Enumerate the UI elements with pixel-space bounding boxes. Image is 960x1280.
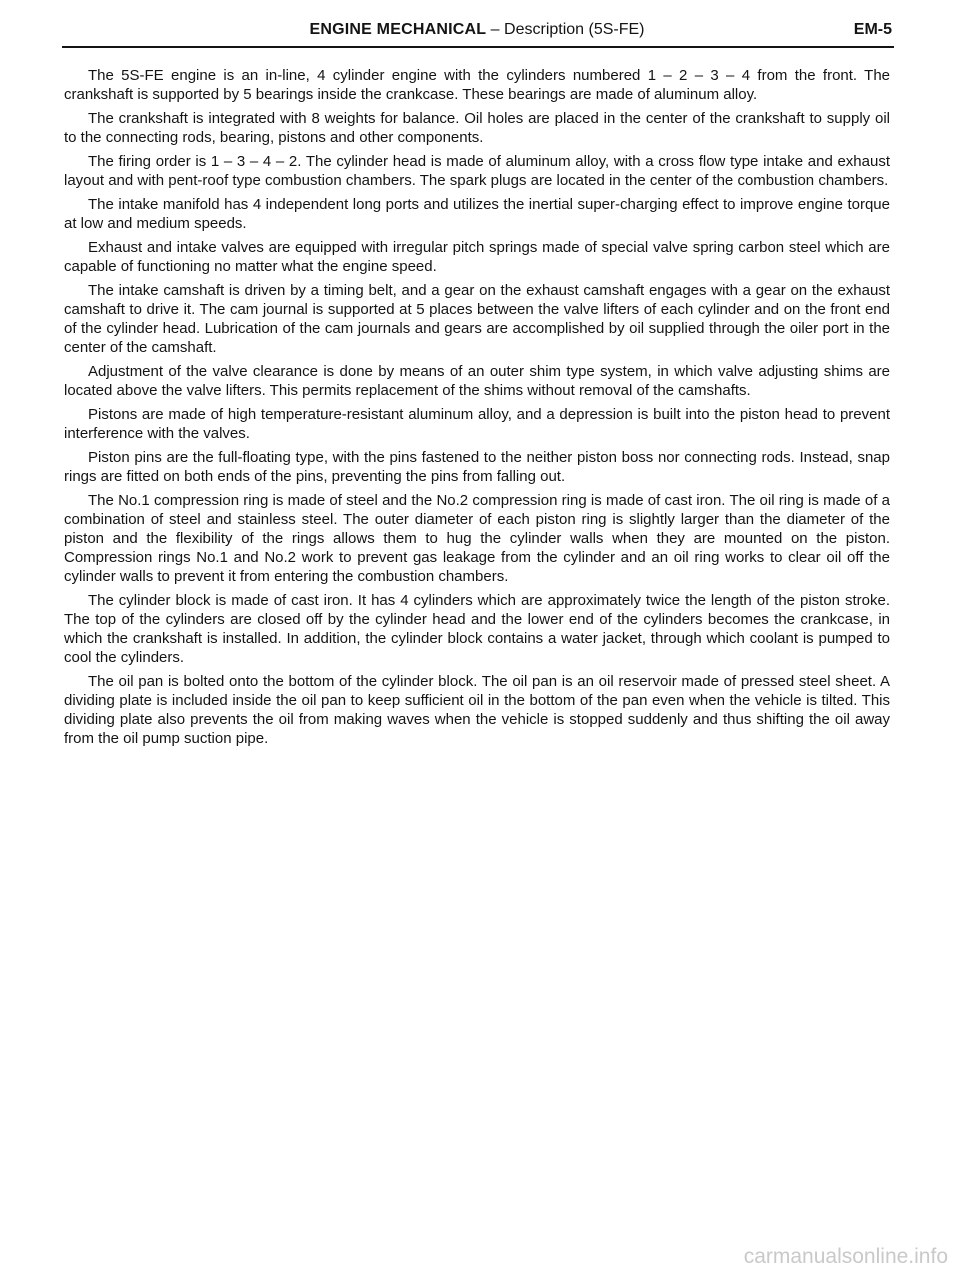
- header-separator: –: [486, 21, 505, 38]
- paragraph-piston-pins: Piston pins are the full-floating type, with the pins fastened to the neither piston boss nor connecting rods. Instead, snap rings are fitted on both ends of the pins, preventing the pins from falling out.: [64, 449, 890, 485]
- paragraph-piston-rings: The No.1 compression ring is made of steel and the No.2 compression ring is made of cast iron. The oil ring is made of a combination of steel and stainless steel. The outer diameter of each piston ring is slightly larger than the diameter of the piston and the flexibility of the rings allows them to hug the cylinder walls when they are mounted on the piston. Compression rings No.1 and No.2 work to prevent gas leakage from the cylinder and an oil ring works to clear oil off the cylinder walls to prevent it from entering the combustion chambers.: [64, 492, 890, 585]
- paragraph-pistons: Pistons are made of high temperature-resistant aluminum alloy, and a depression is built into the piston head to prevent interference with the valves.: [64, 406, 890, 442]
- paragraph-cylinder-block: The cylinder block is made of cast iron. It has 4 cylinders which are approximately twice the length of the piston stroke. The top of the cylinders are closed off by the cylinder head and the lower end of the cylinders becomes the crankcase, in which the crankshaft is installed. In addition, the cylinder block contains a water jacket, through which coolant is pumped to cool the cylinders.: [64, 592, 890, 666]
- paragraph-valve-clearance: Adjustment of the valve clearance is done by means of an outer shim type system, in which valve adjusting shims are located above the valve lifters. This permits replacement of the shims without removal of the camshafts.: [64, 363, 890, 399]
- paragraph-oil-pan: The oil pan is bolted onto the bottom of the cylinder block. The oil pan is an oil reservoir made of pressed steel sheet. A dividing plate is included inside the oil pan to keep sufficient oil in the bottom of the pan even when the vehicle is tilted. This dividing plate also prevents the oil from making waves when the vehicle is stopped suddenly and thus shifting the oil away from the oil pump suction pipe.: [64, 673, 890, 747]
- paragraph-engine-layout: The 5S-FE engine is an in-line, 4 cylinder engine with the cylinders numbered 1 – 2 – 3 – 4 from the front. The crankshaft is supported by 5 bearings inside the crankcase. These bearings are made of aluminum alloy.: [64, 67, 890, 103]
- paragraph-crankshaft: The crankshaft is integrated with 8 weights for balance. Oil holes are placed in the center of the crankshaft to supply oil to the connecting rods, bearing, pistons and other components.: [64, 110, 890, 146]
- paragraph-valve-springs: Exhaust and intake valves are equipped with irregular pitch springs made of special valve spring carbon steel which are capable of functioning no matter what the engine speed.: [64, 239, 890, 275]
- page-number: EM-5: [853, 21, 892, 38]
- paragraph-intake-manifold: The intake manifold has 4 independent long ports and utilizes the inertial super-charging effect to improve engine torque at low and medium speeds.: [64, 196, 890, 232]
- paragraph-firing-order: The firing order is 1 – 3 – 4 – 2. The cylinder head is made of aluminum alloy, with a cross flow type intake and exhaust layout and with pent-roof type combustion chambers. The spark plugs are located in the center of the combustion chambers.: [64, 153, 890, 189]
- header-title: [62, 18, 892, 42]
- header-subtitle: Description (5S-FE): [504, 21, 645, 38]
- paragraph-camshaft-drive: The intake camshaft is driven by a timing belt, and a gear on the exhaust camshaft engages with a gear on the exhaust camshaft to drive it. The cam journal is supported at 5 places between the valve lifters of each cylinder and on the front end of the cylinder head. Lubrication of the cam journals and gears are accomplished by oil supplied through the oiler port in the center of the camshaft.: [64, 282, 890, 356]
- body-text: [64, 66, 890, 753]
- watermark: carmanualsonline.info: [743, 1245, 948, 1268]
- page-header: [62, 18, 892, 42]
- header-rule: [62, 46, 894, 48]
- header-section: ENGINE MECHANICAL: [309, 21, 487, 38]
